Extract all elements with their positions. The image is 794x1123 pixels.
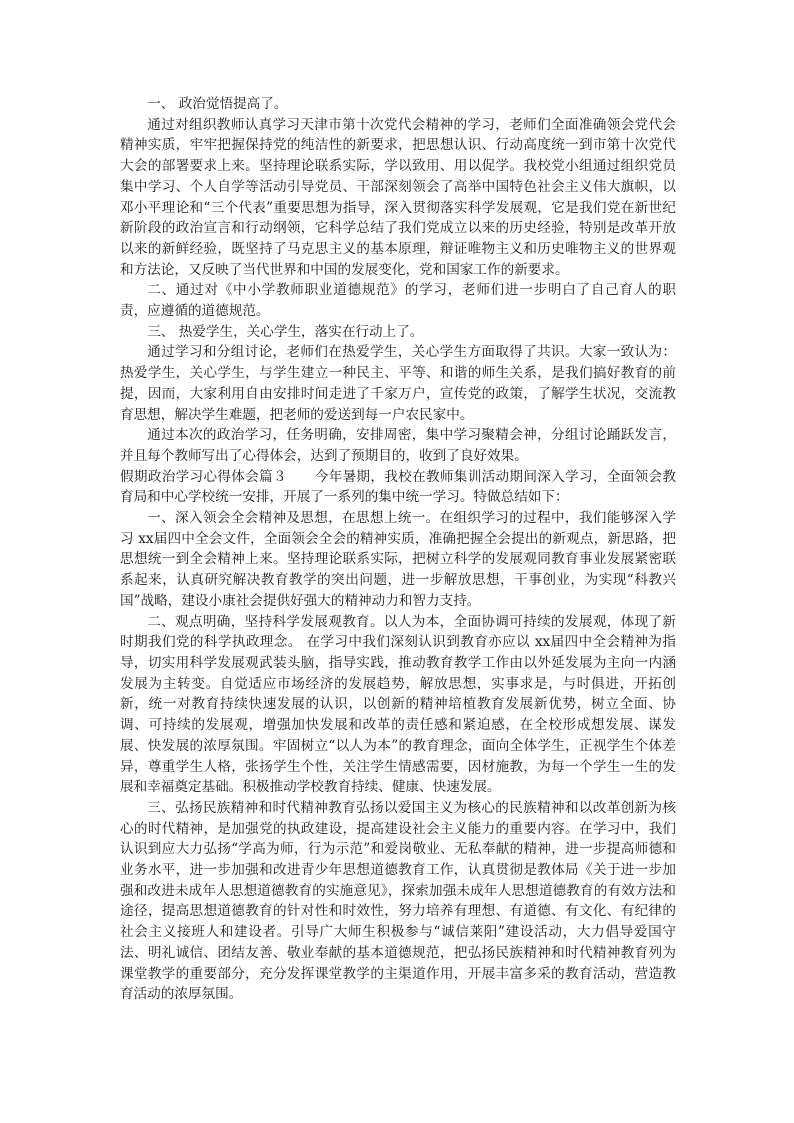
body-paragraph: 一、深入领会全会精神及思想，在思想上统一。在组织学习的过程中，我们能够深入学习 xx届四中全会文件，全面领会全会的精神实质，准确把握全会提出的新观点，新思路，把思想统一到全会精神上来。坚持理论联系实际，把树立科学的发展观同教育事业发展紧密联系起来，认真研究解决教育教学的突出问题，进一步解放思想，干事创业，为实现“科教兴国”战略，建设小康社会提供好强大的精神动力和智力支持。 bbox=[120, 510, 676, 609]
section-heading-3: 三、 热爱学生，关心学生，落实在行动上了。 bbox=[147, 323, 424, 340]
body-paragraph: 二、观点明确，坚持科学发展观教育。以人为本，全面协调可持续的发展观，体现了新时期我们党的科学执政理念。 在学习中我们深刻认识到教育亦应以 xx届四中全会精神为指导，切实用科学发展观武装头脑，指导实践，推动教育教学工作由以外延发展为主向一内涵发展为主转变。自觉适应市场经济的发展趋势，解放思想，实事求是，与时俱进，开拓创新，统一对教育持续快速发展的认识，以创新的精神培植教育发展新优势，树立全面、协调、可持续的发展观，增强加快发展和改革的责任感和紧迫感，在全校形成想发展、谋发展、快发展的浓厚氛围。牢固树立“以人为本”的教育理念，面向全体学生，正视学生个体差异，尊重学生人格，张扬学生个性，关注学生情感需要，因材施教，为每一个学生一生的发展和幸福奠定基础。积极推动学校教育持续、健康、快速发展。 bbox=[120, 613, 676, 796]
section-heading-1: 一、 政治觉悟提高了。 bbox=[147, 96, 288, 112]
body-paragraph: 通过本次的政治学习，任务明确，安排周密，集中学习聚精会神，分组讨论踊跃发言，并且每个教师写出了心得体会，达到了预期目的，收到了良好效果。 bbox=[120, 427, 676, 464]
body-paragraph: 通过学习和分组讨论，老师们在热爱学生，关心学生方面取得了共识。大家一致认为：热爱学生，关心学生，与学生建立一种民主、平等、和谐的师生关系，是我们搞好教育的前提，因而，大家利用自由安排时间走进了千家万户，宣传党的政策，了解学生状况，交流教育思想，解决学生难题，把老师的爱送到每一户农民家中。 bbox=[120, 344, 676, 423]
body-paragraph: 通过对组织教师认真学习天津市第十次党代会精神的学习，老师们全面准确领会党代会精神实质，牢牢把握保持党的纯洁性的新要求，把思想认识、行动高度统一到市第十次党代大会的部署要求上来。坚持理论联系实际，学以致用、用以促学。我校党小组通过组织党员集中学习、个人自学等活动引导党员、干部深刻领会了高举中国特色社会主义伟大旗帜，以邓小平理论和“三个代表”重要思想为指导，深入贯彻落实科学发展观，它是我们党在新世纪新阶段的政治宣言和行动纲领，它科学总结了我们党成立以来的历史经验，特别是改革开放以来的新鲜经验，既坚持了马克思主义的基本原理，辩证唯物主义和历史唯物主义的世界观和方法论，又反映了当代世界和中国的发展变化，党和国家工作的新要求。 bbox=[120, 116, 676, 278]
section-heading-2: 二、通过对《中小学教师职业道德规范》的学习，老师们进一步明白了自己育人的职责，应遵循的道德规范。 bbox=[120, 282, 676, 320]
body-paragraph: 三、弘扬民族精神和时代精神教育弘扬以爱国主义为核心的民族精神和以改革创新为核心的时代精神，是加强党的执政建设，提高建设社会主义能力的重要内容。在学习中，我们认识到应大力弘扬“学高为师，行为示范”和爱岗敬业、无私奉献的精神，进一步提高师德和业务水平，进一步加强和改进青少年思想道德教育工作，认真贯彻是教体局《关于进一步加强和改进未成年人思想道德教育的实施意见》，探索加强未成年人思想道德教育的有效方法和途径，提高思想道德教育的针对性和时效性，努力培养有理想、有道德、有文化、有纪律的社会主义接班人和建设者。引导广大师生积极参与“诚信莱阳”建设活动，大力倡导爱国守法、明礼诚信、团结友善、敬业奉献的基本道德规范，把弘扬民族精神和时代精神教育列为课堂教学的重要部分，充分发挥课堂教学的主渠道作用，开展丰富多采的教育活动，营造教育活动的浓厚氛围。 bbox=[120, 799, 676, 1003]
article-title-paragraph: 假期政治学习心得体会篇３ 今年暑期，我校在教师集训活动期间深入学习，全面领会教育局和中心学校统一安排，开展了一系列的集中统一学习。特做总结如下： bbox=[120, 468, 676, 506]
document-body bbox=[120, 94, 676, 1005]
